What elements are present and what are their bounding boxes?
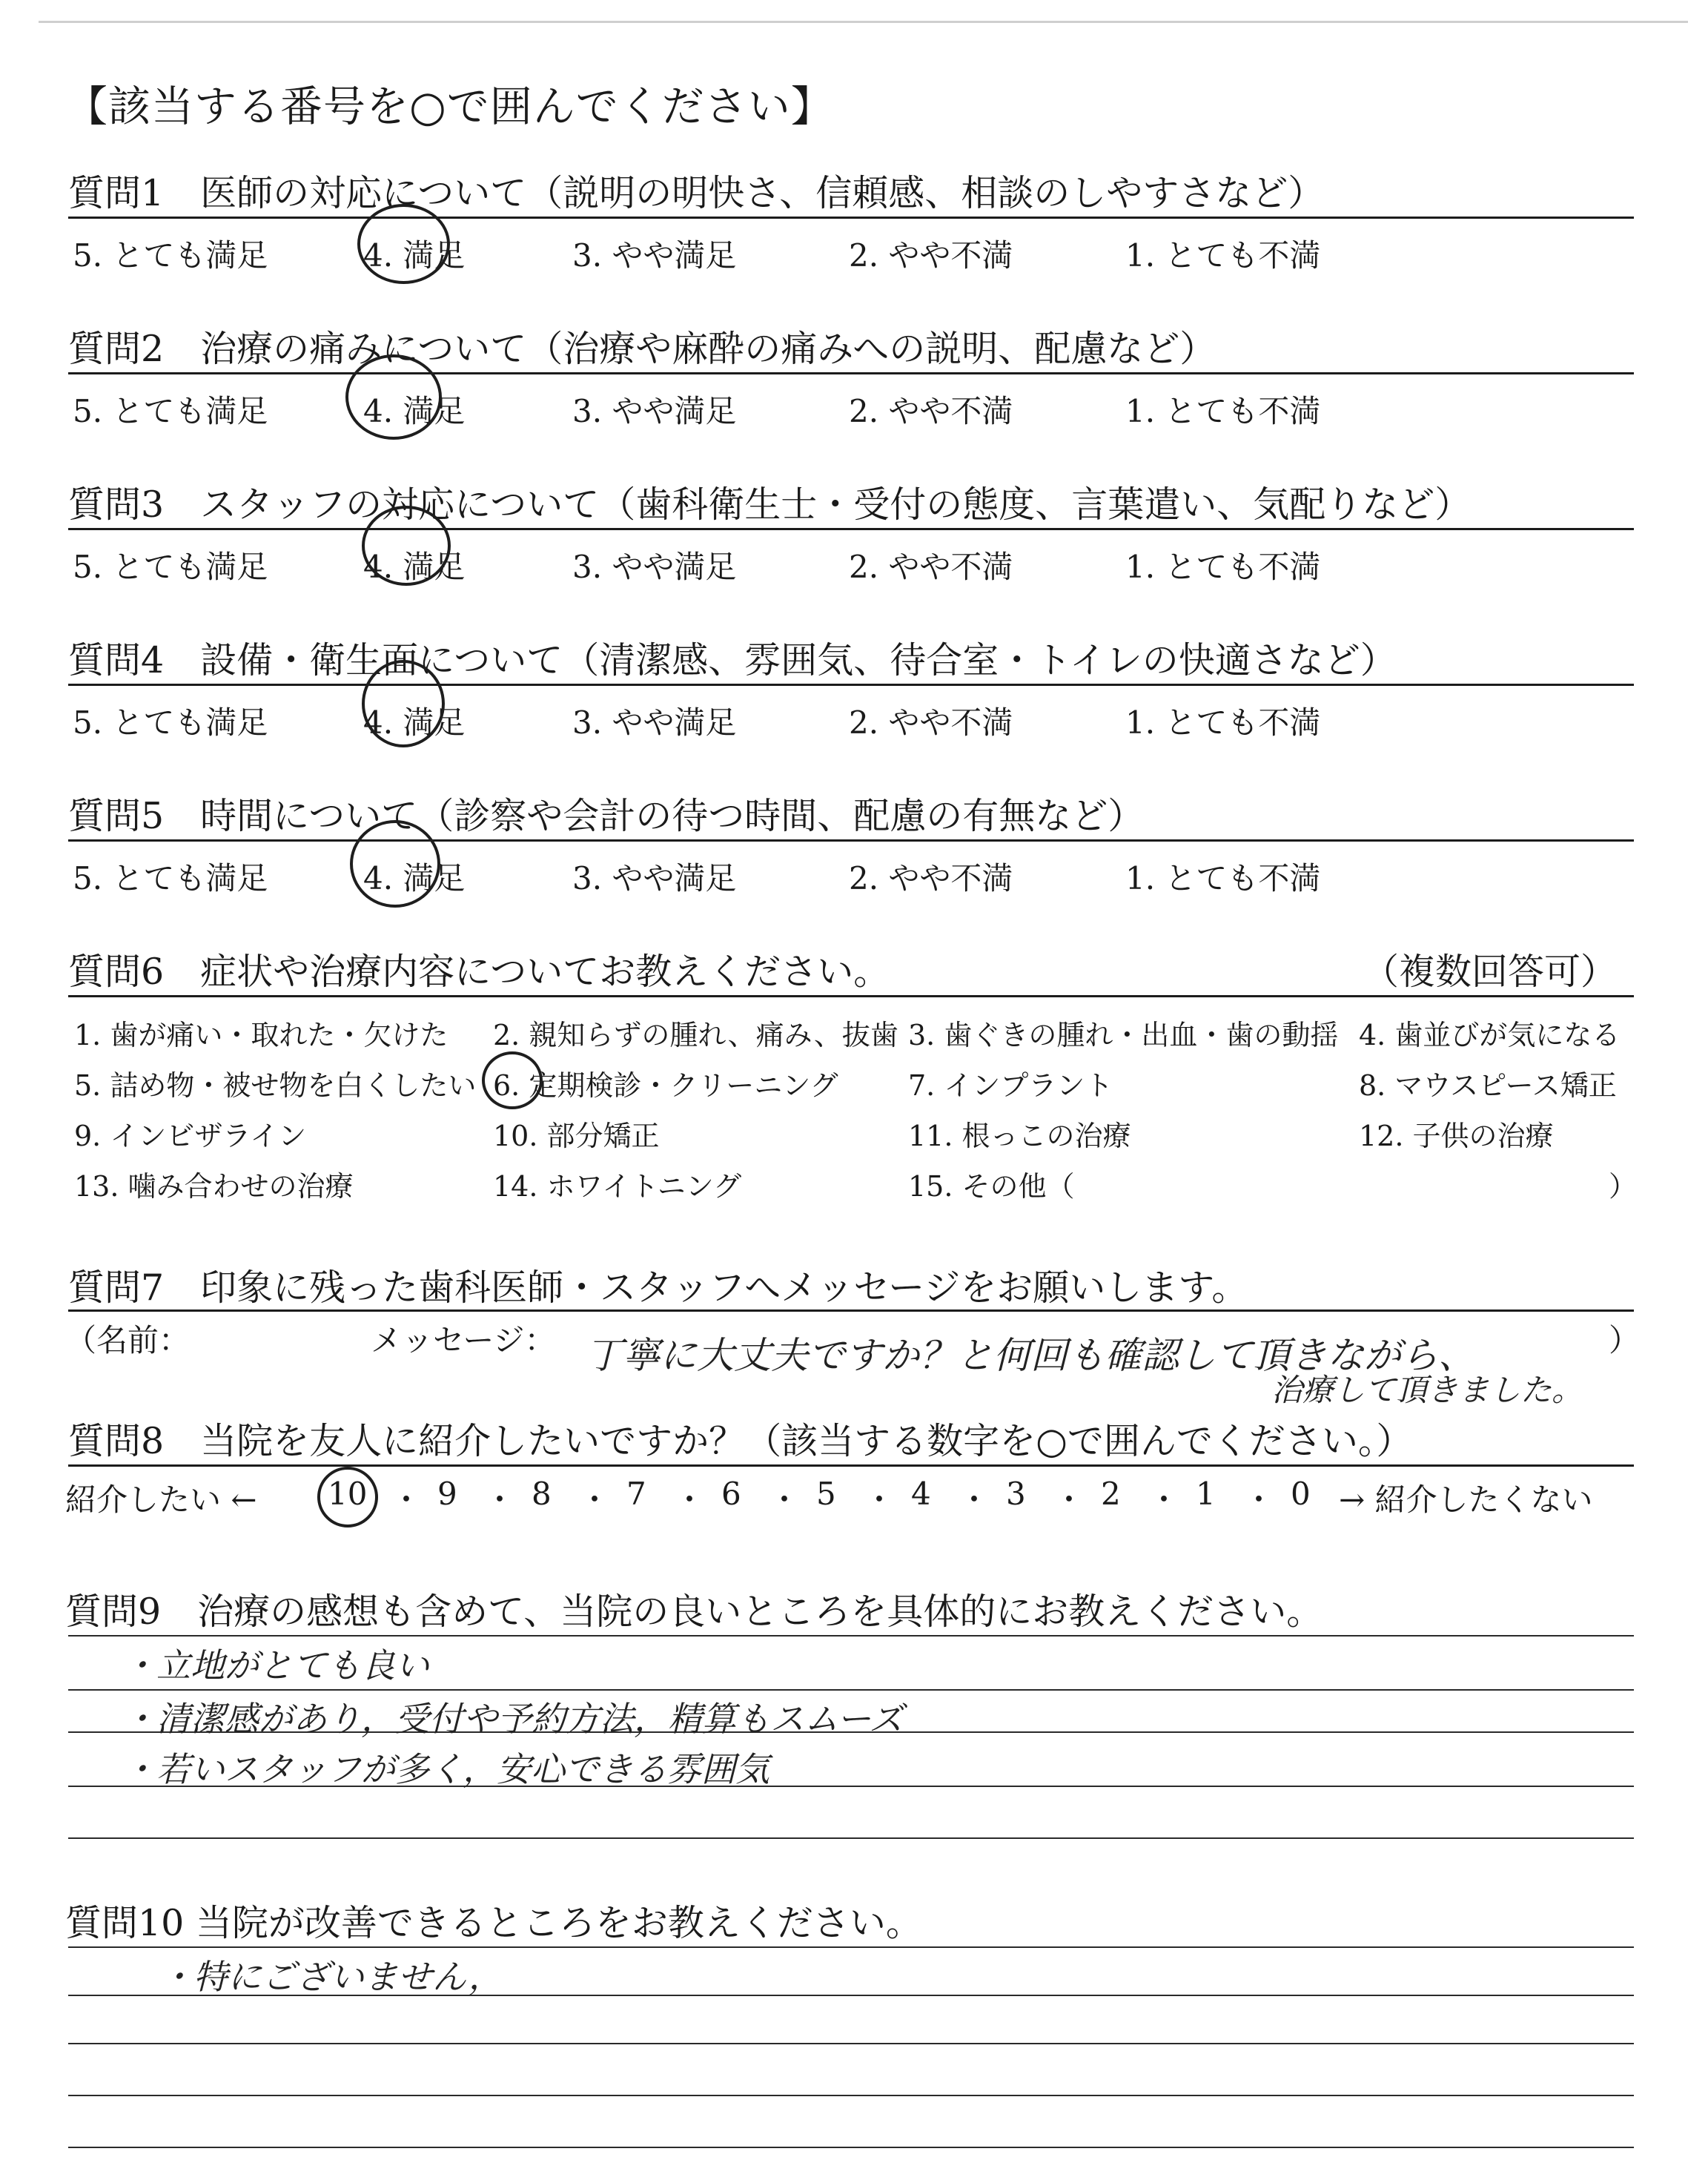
question-1-rule — [68, 217, 1634, 219]
q6-option-7[interactable]: 7. インプラント — [908, 1069, 1113, 1102]
q6-option-12[interactable]: 12. 子供の治療 — [1359, 1120, 1554, 1152]
question-1-label: 質問1 医師の対応について（説明の明快さ、信頼感、相談のしやすさなど） — [68, 172, 1325, 214]
q3-option-5[interactable]: 5. とても満足 — [73, 549, 268, 585]
q3-option-4[interactable]: 4. 満足 — [363, 549, 466, 585]
q6-option-6[interactable]: 6. 定期検診・クリーニング — [493, 1069, 838, 1102]
q9-answer-line — [68, 1689, 1634, 1691]
q6-option-4[interactable]: 4. 歯並びが気になる — [1359, 1019, 1621, 1051]
q8-scale-7[interactable]: 7 — [626, 1476, 646, 1512]
q2-option-1[interactable]: 1. とても不満 — [1125, 393, 1321, 429]
question-7-rule — [68, 1309, 1634, 1312]
question-3-rule — [68, 528, 1634, 530]
q4-option-4[interactable]: 4. 満足 — [363, 704, 466, 741]
q5-option-4[interactable]: 4. 満足 — [363, 860, 466, 896]
q6-option-8[interactable]: 8. マウスピース矯正 — [1359, 1069, 1617, 1102]
question-4-label: 質問4 設備・衛生面について（清潔感、雰囲気、待合室・トイレの快適さなど） — [68, 639, 1397, 681]
q5-option-1[interactable]: 1. とても不満 — [1125, 860, 1321, 896]
q6-option-15[interactable]: 15. その他（ — [908, 1170, 1075, 1203]
q10-answer-1: ・特にございません， — [159, 1957, 503, 1997]
q6-option-14[interactable]: 14. ホワイトニング — [493, 1170, 742, 1203]
q8-scale-8[interactable]: 8 — [532, 1476, 552, 1512]
q8-scale-3[interactable]: 3 — [1006, 1476, 1026, 1512]
q6-option-10[interactable]: 10. 部分矯正 — [493, 1120, 660, 1152]
q6-option-2[interactable]: 2. 親知らずの腫れ、痛み、抜歯 — [493, 1019, 898, 1051]
q8-scale-dot: ・ — [674, 1482, 706, 1518]
q9-answer-2: ・清潔感があり，受付や予約方法，精算もスムーズ — [122, 1699, 904, 1739]
question-4-rule — [68, 684, 1634, 686]
q7-name-label: （名前： — [65, 1322, 191, 1358]
q8-scale-9[interactable]: 9 — [437, 1476, 457, 1512]
q8-scale-dot: ・ — [1053, 1482, 1085, 1518]
q9-answer-line — [68, 1837, 1634, 1839]
q6-option-11[interactable]: 11. 根っこの治療 — [908, 1120, 1131, 1152]
q5-option-2[interactable]: 2. やや不満 — [849, 860, 1013, 896]
question-2-rule — [68, 372, 1634, 374]
q8-right-label: → 紹介したくない — [1339, 1482, 1593, 1518]
q8-scale-dot: ・ — [1148, 1482, 1180, 1518]
q6-option-15-close: ） — [1609, 1170, 1638, 1203]
question-2-label: 質問2 治療の痛みについて（治療や麻酔の痛みへの説明、配慮など） — [68, 328, 1217, 370]
q4-selection-circle — [362, 660, 445, 747]
question-8-rule — [68, 1464, 1634, 1467]
question-6-label: 質問6 症状や治療内容についてお教えください。 — [68, 951, 890, 993]
q6-option-1[interactable]: 1. 歯が痛い・取れた・欠けた — [74, 1019, 448, 1051]
q2-option-2[interactable]: 2. やや不満 — [849, 393, 1013, 429]
q9-answer-line — [68, 1635, 1634, 1636]
q8-scale-dot: ・ — [579, 1482, 611, 1518]
q8-selection-circle — [317, 1467, 378, 1527]
q4-option-2[interactable]: 2. やや不満 — [849, 704, 1013, 741]
q8-scale-dot: ・ — [959, 1482, 990, 1518]
question-10-label: 質問10 当院が改善できるところをお教えください。 — [65, 1902, 922, 1944]
q3-selection-circle — [362, 506, 451, 586]
q9-answer-1: ・立地がとても良い — [122, 1645, 429, 1685]
q8-scale-0[interactable]: 0 — [1291, 1476, 1311, 1512]
question-8-label: 質問8 当院を友人に紹介したいですか？（該当する数字を○で囲んでください。） — [68, 1420, 1413, 1462]
question-5-rule — [68, 839, 1634, 842]
q1-option-3[interactable]: 3. やや満足 — [572, 237, 737, 274]
q1-option-1[interactable]: 1. とても不満 — [1125, 237, 1321, 274]
question-6-rule — [68, 995, 1634, 997]
q6-option-5[interactable]: 5. 詰め物・被せ物を白くしたい — [74, 1069, 477, 1102]
q3-option-1[interactable]: 1. とても不満 — [1125, 549, 1321, 585]
q10-answer-line — [68, 2095, 1634, 2096]
q2-option-3[interactable]: 3. やや満足 — [572, 393, 737, 429]
q8-scale-dot: ・ — [391, 1482, 423, 1518]
q4-option-1[interactable]: 1. とても不満 — [1125, 704, 1321, 741]
q3-option-2[interactable]: 2. やや不満 — [849, 549, 1013, 585]
question-7-label: 質問7 印象に残った歯科医師・スタッフへメッセージをお願いします。 — [68, 1266, 1248, 1309]
q8-scale-1[interactable]: 1 — [1196, 1476, 1216, 1512]
q7-message-label: メッセージ： — [371, 1322, 556, 1358]
q1-option-2[interactable]: 2. やや不満 — [849, 237, 1013, 274]
q4-option-5[interactable]: 5. とても満足 — [73, 704, 268, 741]
q7-close-paren: ） — [1609, 1322, 1641, 1358]
q3-option-3[interactable]: 3. やや満足 — [572, 549, 737, 585]
q5-option-5[interactable]: 5. とても満足 — [73, 860, 268, 896]
q8-scale-5[interactable]: 5 — [816, 1476, 836, 1512]
q1-option-4[interactable]: 4. 満足 — [363, 237, 466, 274]
q8-scale-dot: ・ — [484, 1482, 516, 1518]
q7-message-line-2: 治療して頂きました。 — [1271, 1372, 1583, 1408]
q8-left-label: 紹介したい ← — [65, 1482, 257, 1518]
q6-option-9[interactable]: 9. インビザライン — [74, 1120, 307, 1152]
q10-answer-line — [68, 2147, 1634, 2148]
q9-answer-3: ・若いスタッフが多く，安心できる雰囲気 — [122, 1749, 770, 1789]
q8-scale-dot: ・ — [864, 1482, 896, 1518]
question-9-label: 質問9 治療の感想も含めて、当院の良いところを具体的にお教えください。 — [65, 1591, 1323, 1633]
q5-option-3[interactable]: 3. やや満足 — [572, 860, 737, 896]
q6-selection-circle — [482, 1051, 543, 1109]
q8-scale-dot: ・ — [769, 1482, 801, 1518]
q8-scale-dot: ・ — [1243, 1482, 1275, 1518]
q8-scale-10[interactable]: 10 — [328, 1476, 368, 1512]
q1-selection-circle — [357, 204, 450, 284]
question-5-label: 質問5 時間について（診察や会計の待つ時間、配慮の有無など） — [68, 795, 1145, 837]
q8-scale-6[interactable]: 6 — [721, 1476, 741, 1512]
q7-message-line-1: 丁寧に大丈夫ですか？と何回も確認して頂きながら、 — [586, 1334, 1475, 1377]
q5-selection-circle — [350, 820, 440, 908]
q2-selection-circle — [345, 354, 442, 440]
q6-option-3[interactable]: 3. 歯ぐきの腫れ・出血・歯の動揺 — [908, 1019, 1339, 1051]
q10-answer-line — [68, 1946, 1634, 1948]
q6-option-13[interactable]: 13. 噛み合わせの治療 — [74, 1170, 354, 1203]
q10-answer-line — [68, 2043, 1634, 2044]
q8-scale-4[interactable]: 4 — [911, 1476, 931, 1512]
q2-option-5[interactable]: 5. とても満足 — [73, 393, 268, 429]
page-title: 【該当する番号を○で囲んでください】 — [65, 82, 834, 131]
q4-option-3[interactable]: 3. やや満足 — [572, 704, 737, 741]
q1-option-5[interactable]: 5. とても満足 — [73, 237, 268, 274]
top-border — [39, 21, 1688, 23]
question-3-label: 質問3 スタッフの対応について（歯科衛生士・受付の態度、言葉遣い、気配りなど） — [68, 483, 1472, 526]
question-6-note: （複数回答可） — [1363, 951, 1618, 993]
q2-option-4[interactable]: 4. 満足 — [363, 393, 466, 429]
q8-scale-2[interactable]: 2 — [1101, 1476, 1121, 1512]
